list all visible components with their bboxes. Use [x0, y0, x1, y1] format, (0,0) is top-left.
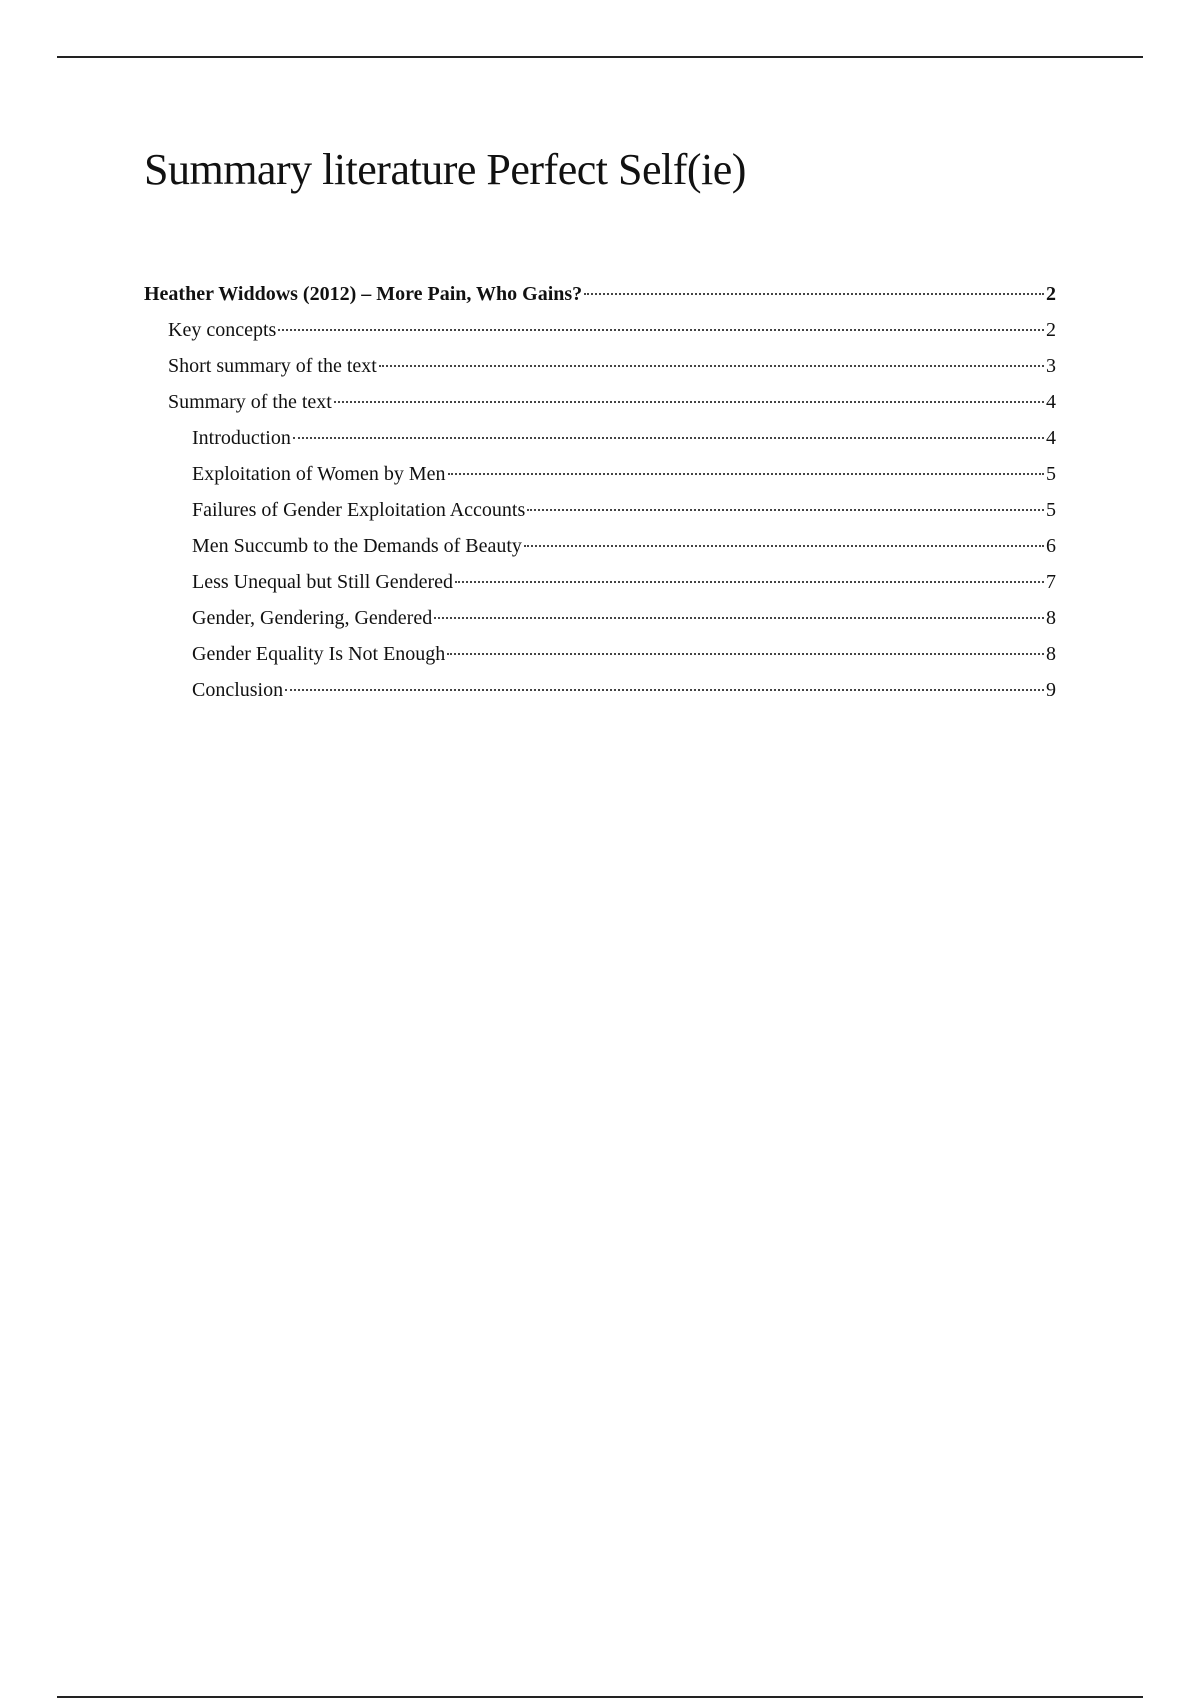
toc-entry-page: 8	[1046, 643, 1056, 665]
toc-entry-label: Conclusion	[192, 679, 284, 701]
toc-entry-page: 8	[1046, 607, 1056, 629]
toc-entry-short-summary[interactable]	[144, 352, 1056, 388]
toc-entry-label: Short summary of the text	[168, 355, 377, 377]
toc-entry-label: Gender, Gendering, Gendered	[192, 607, 433, 629]
table-of-contents	[144, 280, 1056, 712]
toc-entry-page: 9	[1046, 679, 1056, 701]
dot-leader	[278, 329, 1044, 331]
dot-leader	[447, 653, 1044, 655]
toc-entry-page: 3	[1046, 355, 1056, 377]
toc-entry-label: Less Unequal but Still Gendered	[192, 571, 454, 593]
toc-entry-gender-gendering[interactable]	[144, 604, 1056, 640]
toc-entry-introduction[interactable]	[144, 424, 1056, 460]
dot-leader	[285, 689, 1044, 691]
toc-entry-label: Summary of the text	[168, 391, 332, 413]
toc-entry-page: 2	[1046, 283, 1056, 305]
toc-entry-heather-widdows[interactable]	[144, 280, 1056, 316]
toc-entry-summary-of-text[interactable]	[144, 388, 1056, 424]
dot-leader	[524, 545, 1044, 547]
toc-entry-page: 5	[1046, 499, 1056, 521]
toc-entry-label: Failures of Gender Exploitation Accounts	[192, 499, 526, 521]
footer-rule	[57, 1696, 1143, 1698]
toc-entry-label: Key concepts	[168, 319, 277, 341]
dot-leader	[293, 437, 1044, 439]
dot-leader	[379, 365, 1044, 367]
toc-entry-failures-of-accounts[interactable]	[144, 496, 1056, 532]
dot-leader	[448, 473, 1044, 475]
toc-entry-page: 6	[1046, 535, 1056, 557]
toc-entry-key-concepts[interactable]	[144, 316, 1056, 352]
dot-leader	[334, 401, 1044, 403]
toc-entry-label: Men Succumb to the Demands of Beauty	[192, 535, 522, 557]
dot-leader	[455, 581, 1044, 583]
dot-leader	[434, 617, 1044, 619]
toc-entry-conclusion[interactable]	[144, 676, 1056, 712]
toc-entry-page: 4	[1046, 427, 1056, 449]
toc-entry-label: Exploitation of Women by Men	[192, 463, 446, 485]
toc-entry-label: Heather Widdows (2012) – More Pain, Who Gains?	[144, 283, 583, 305]
toc-entry-page: 2	[1046, 319, 1056, 341]
document-title: Summary literature Perfect Self(ie)	[144, 145, 746, 194]
toc-entry-exploitation-of-women[interactable]	[144, 460, 1056, 496]
toc-entry-men-succumb[interactable]	[144, 532, 1056, 568]
toc-entry-page: 4	[1046, 391, 1056, 413]
toc-entry-page: 5	[1046, 463, 1056, 485]
toc-entry-label: Introduction	[192, 427, 291, 449]
dot-leader	[584, 293, 1044, 295]
toc-entry-less-unequal[interactable]	[144, 568, 1056, 604]
toc-entry-label: Gender Equality Is Not Enough	[192, 643, 446, 665]
header-rule	[57, 56, 1143, 58]
toc-entry-page: 7	[1046, 571, 1056, 593]
dot-leader	[527, 509, 1044, 511]
toc-entry-gender-equality[interactable]	[144, 640, 1056, 676]
